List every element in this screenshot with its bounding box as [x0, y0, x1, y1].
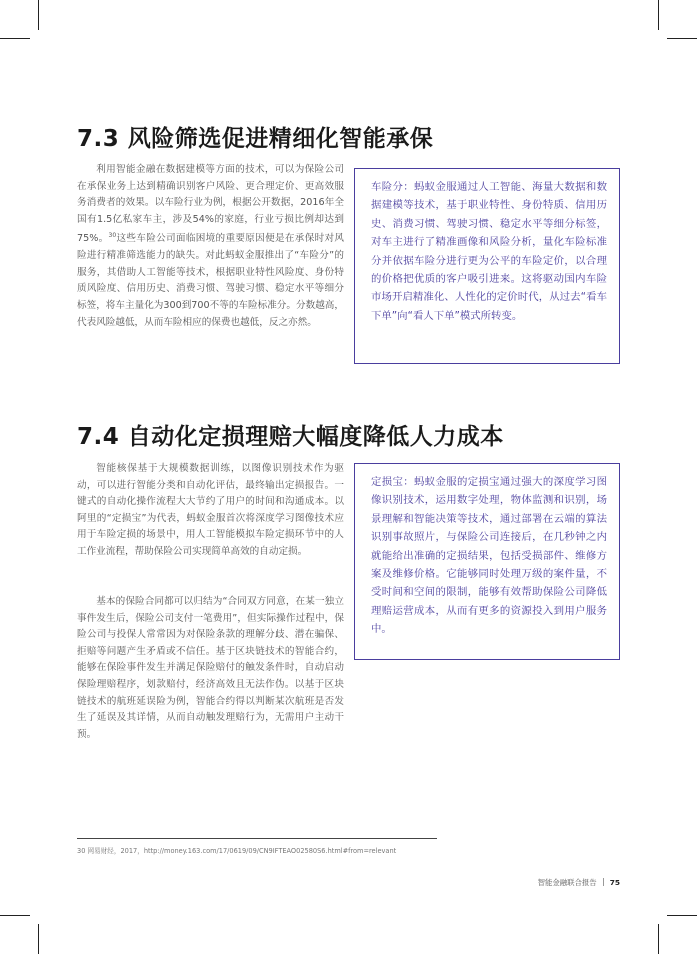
section-7-4-paragraph-1: 智能核保基于大规模数据训练，以图像识别技术作为驱动，可以进行智能分类和自动化评估，最终输出定损报告。一键式的自动化操作流程大大节约了用户的时间和沟通成本。以阿里的“定损宝”为代表，蚂蚁金服首次将深度学习图像技术应用于车险定损的场景中，用人工智能模拟车险定损环节中的人工作业流程，帮助保险公司实现简单高效的自动定损。: [77, 463, 344, 557]
section-heading-7-3: 7.3 风险筛选促进精细化智能承保: [77, 126, 434, 152]
crop-mark-tl-v: [38, 0, 39, 30]
section-7-4-paragraph-2: 基本的保险合同都可以归结为“合同双方同意，在某一独立事件发生后，保险公司支付一笔费用”，但实际操作过程中，保险公司与投保人常常因为对保险条款的理解分歧、潜在骗保、拒赔等问题产生矛盾或不信任。基于区块链技术的智能合约，能够在保险事件发生并满足保险赔付的触发条件时，自动启动保险理赔程序，划款赔付，经济高效且无法作伪。以基于区块链技术的航班延误险为例，智能合约得以判断某次航班是否发生了延误及其详情，从而自动触发理赔行为，无需用户主动干预。: [77, 596, 344, 740]
crop-mark-bl-h: [0, 915, 30, 916]
footnote-reference[interactable]: 30: [108, 232, 117, 240]
crop-mark-tr-h: [667, 38, 697, 39]
crop-mark-tl-h: [0, 38, 30, 39]
footer-title: 智能金融联合报告: [537, 878, 597, 887]
crop-mark-tr-v: [658, 0, 659, 30]
footnote: 30 网易财经，2017，http://money.163.com/17/0619/09/CN9IFTEAO02580S6.html#from=relevant: [77, 847, 397, 855]
page-number: 75: [609, 878, 620, 887]
crop-mark-bl-v: [38, 924, 39, 954]
footnote-divider: [77, 838, 437, 839]
footer-separator: [603, 878, 604, 886]
section-7-3-paragraph: [77, 162, 344, 331]
paragraph-text: 利用智能金融在数据建模等方面的技术，可以为保险公司在承保业务上达到精确识别客户风险、更合理定价、更高效服务消费者的效果。以车险行业为例，根据公开数据，2016年全国有1.5亿私家车主，涉及54%的家庭，行业亏损比例却达到75%。: [77, 164, 344, 245]
callout-text: 定损宝：蚂蚁金服的定损宝通过强大的深度学习图像识别技术，运用数字处理，物体监测和识别，场景理解和智能决策等技术，通过部署在云端的算法识别事故照片，与保险公司连接后，在几秒钟之内就能给出准确的定损结果，包括受损部件、维修方案及维修价格。它能够同时处理万级的案件量，不受时间和空间的限制，能够有效帮助保险公司降低理赔运营成本，从而有更多的资源投入到用户服务中。: [371, 476, 607, 636]
callout-box-damage-assessment: [354, 463, 620, 660]
crop-mark-br-v: [658, 924, 659, 954]
page-footer: [538, 877, 620, 888]
paragraph-text-cont: 这些车险公司面临困境的重要原因便是在承保时对风险进行精准筛选能力的缺失。对此蚂蚁金服推出了“车险分”的服务，其借助人工智能等技术，根据职业特性风险度、身份特质风险度、信用历史、消费习惯、驾驶习惯、稳定水平等细分标签，将车主量化为300到700不等的车险标准分。分数越高，代表风险越低，从而车险相应的保费也越低，反之亦然。: [77, 233, 345, 328]
section-heading-7-4: 7.4 自动化定损理赔大幅度降低人力成本: [77, 424, 504, 450]
crop-mark-br-h: [667, 915, 697, 916]
callout-box-car-insurance-score: [354, 168, 620, 364]
callout-text: 车险分：蚂蚁金服通过人工智能、海量大数据和数据建模等技术，基于职业特性、身份特质、信用历史、消费习惯、驾驶习惯、稳定水平等细分标签，对车主进行了精准画像和风险分析，量化车险标准分并依据车险分进行更为公平的车险定价，以合理的价格把优质的客户吸引进来。这将驱动国内车险市场开启精准化、人性化的定价时代，从过去“看车下单”向“看人下单”模式所转变。: [371, 181, 607, 322]
